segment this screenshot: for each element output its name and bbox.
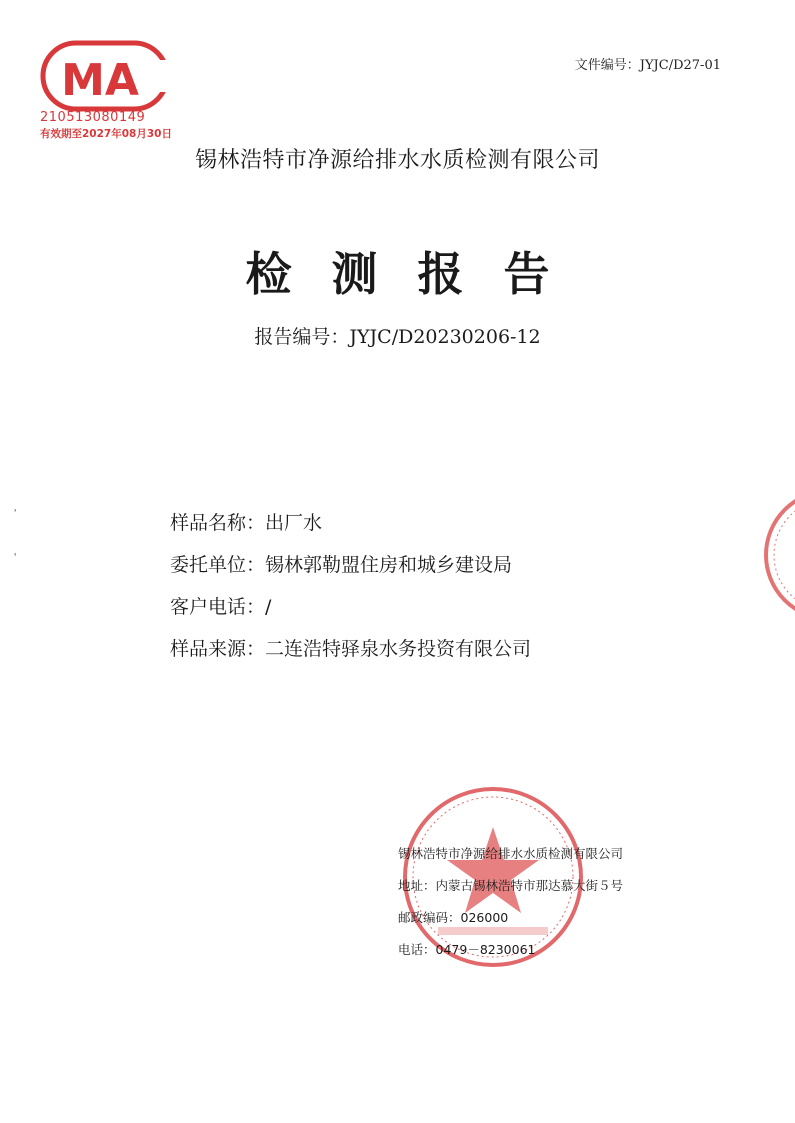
report-number <box>0 322 795 349</box>
ma-validity: 有效期至2027年08月30日 <box>40 128 172 140</box>
contact-phone-value: 0479－8230061 <box>435 942 536 957</box>
contact-address-label: 地址： <box>398 878 436 893</box>
contact-postcode-value: 026000 <box>460 910 509 925</box>
edge-seal <box>760 485 795 625</box>
sample-name-value: 出厂水 <box>265 512 323 534</box>
client-phone-row <box>170 592 531 634</box>
sample-source-value: 二连浩特驿泉水务投资有限公司 <box>265 638 532 660</box>
sample-name-label: 样品名称： <box>170 512 266 534</box>
file-number-label: 文件编号： <box>574 58 640 73</box>
contact-phone-label: 电话： <box>398 942 436 957</box>
contact-postcode-label: 邮政编码： <box>398 910 461 925</box>
client-phone-label: 客户电话： <box>170 596 266 618</box>
ma-certification-logo <box>40 40 170 118</box>
sample-source-label: 样品来源： <box>170 638 266 660</box>
company-name: 锡林浩特市净源给排水水质检测有限公司 <box>194 148 600 173</box>
contact-company: 锡林浩特市净源给排水水质检测有限公司 <box>398 846 624 861</box>
client-phone-value: / <box>265 596 272 618</box>
contact-postcode-row <box>398 908 623 940</box>
file-number-value: JYJC/D27-01 <box>639 58 721 73</box>
sample-name-row <box>170 508 531 550</box>
client-label: 委托单位： <box>170 554 266 576</box>
report-number-value: JYJC/D20230206-12 <box>349 326 541 348</box>
contact-phone-row <box>398 940 623 972</box>
scan-mark: ˓ <box>14 550 18 561</box>
scan-mark: ˒ <box>14 506 18 517</box>
ma-logo-text: MA <box>61 55 139 106</box>
ma-cert-number: 210513080149 <box>40 110 146 125</box>
file-number <box>575 54 721 73</box>
contact-info <box>398 844 623 972</box>
sample-info <box>170 508 531 676</box>
contact-address-row <box>398 876 623 908</box>
contact-address-value: 内蒙古锡林浩特市那达慕大街５号 <box>435 878 624 893</box>
report-title: 检测报告 <box>245 247 590 301</box>
client-row <box>170 550 531 592</box>
client-value: 锡林郭勒盟住房和城乡建设局 <box>265 554 513 576</box>
sample-source-row <box>170 634 531 676</box>
report-number-label: 报告编号： <box>254 326 350 348</box>
